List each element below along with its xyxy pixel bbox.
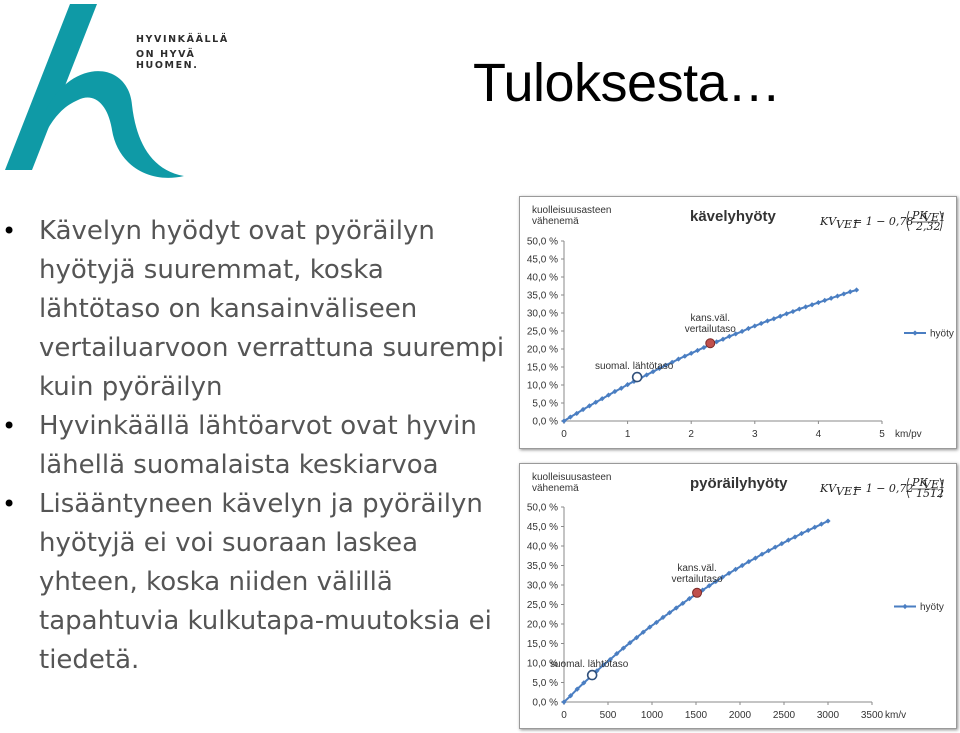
series-line (564, 521, 828, 702)
data-point (790, 309, 795, 314)
data-point (822, 298, 827, 303)
formula-rhs: = 1 − 0,72 (853, 482, 914, 495)
legend-label: hyöty (930, 328, 954, 340)
reference-marker-label: vertailutaso (671, 573, 723, 585)
formula-lhs: KV (820, 482, 837, 495)
formula-rhs: = 1 − 0,78 (853, 215, 914, 228)
data-point (771, 316, 776, 321)
y-tick-label: 5,0 % (532, 678, 558, 689)
reference-marker-label: kans.väl. (677, 562, 717, 574)
x-axis-label: km/pv (895, 429, 922, 440)
y-tick-label: 35,0 % (526, 290, 558, 302)
reference-marker (706, 339, 715, 348)
x-tick-label: 3000 (816, 710, 840, 721)
data-point (797, 306, 802, 311)
reference-marker-label: kans.väl. (690, 313, 731, 325)
x-tick-label: 500 (599, 710, 617, 721)
y-tick-label: 50,0 % (526, 236, 558, 248)
data-point (835, 293, 840, 298)
logo-text-line2: ON HYVÄ HUOMEN. (136, 49, 199, 71)
y-axis-label: kuolleisuusasteen (532, 205, 612, 216)
formula-lhs-subscript: VE1 (836, 485, 859, 498)
x-tick-label: 1500 (684, 710, 708, 721)
x-tick-label: 0 (561, 429, 567, 440)
x-axis-label: km/v (885, 710, 907, 721)
formula-numerator-subscript: VE1 (923, 478, 946, 491)
y-tick-label: 25,0 % (526, 326, 558, 338)
data-point (765, 318, 770, 323)
legend-label: hyöty (920, 602, 944, 613)
city-logo (0, 0, 260, 190)
series-line (564, 290, 857, 421)
formula-lhs-subscript: VE1 (836, 218, 859, 231)
y-axis-label: vähenemä (532, 483, 579, 494)
formula-annotation (819, 209, 946, 233)
y-tick-label: 20,0 % (526, 619, 558, 631)
bullet-item: • Hyvinkäällä lähtöarvot ovat hyvin lähellä suomalaista keskiarvoa (0, 407, 510, 485)
chart-title: pyöräilyhyöty (690, 475, 788, 492)
formula-numerator: PK (912, 209, 928, 222)
y-tick-label: 25,0 % (526, 600, 558, 611)
y-tick-label: 30,0 % (526, 580, 558, 592)
cycling-benefit-chart-svg (520, 464, 956, 728)
y-tick-label: 0,0 % (532, 697, 558, 709)
x-tick-label: 2 (688, 429, 694, 440)
x-tick-label: 4 (815, 429, 822, 440)
y-tick-label: 30,0 % (526, 308, 558, 320)
slide-title: Tuloksesta… (473, 53, 781, 113)
x-tick-label: 0 (561, 710, 567, 721)
formula-lhs: KV (820, 215, 837, 228)
formula-denominator: 2,32 (916, 220, 941, 233)
formula-numerator-subscript: VE1 (923, 211, 946, 224)
reference-marker (693, 588, 702, 597)
hyvinkaa-h-logo-icon (0, 0, 260, 190)
walking-benefit-chart-svg (520, 197, 956, 448)
formula-annotation (819, 476, 946, 500)
data-point (809, 302, 814, 307)
cycling-benefit-chart (519, 463, 957, 729)
x-tick-label: 3 (752, 429, 758, 440)
y-tick-label: 40,0 % (526, 272, 558, 284)
bullet-item: • Lisääntyneen kävelyn ja pyöräilyn hyötyjä ei voi suoraan laskea yhteen, koska niiden välillä tapahtuvia kulkutapa-muutoksia ei tiedetä. (0, 485, 510, 680)
y-tick-label: 40,0 % (526, 541, 558, 553)
baseline-marker-label: suomal. lähtötaso (594, 361, 674, 373)
x-tick-label: 3500 (860, 710, 884, 721)
baseline-marker (633, 373, 642, 382)
y-tick-label: 45,0 % (526, 254, 558, 266)
data-point (854, 287, 859, 292)
y-tick-label: 0,0 % (532, 416, 558, 428)
x-tick-label: 2000 (728, 710, 752, 721)
legend-swatch-marker (912, 330, 917, 335)
formula-numerator: PK (912, 476, 928, 489)
baseline-marker-label: suomal. lähtötaso (549, 659, 629, 671)
y-tick-label: 10,0 % (526, 658, 558, 670)
data-point (803, 304, 808, 309)
chart-title: kävelyhyöty (690, 208, 776, 225)
y-tick-label: 15,0 % (526, 362, 558, 374)
bullet-list (0, 212, 510, 680)
y-tick-label: 5,0 % (532, 398, 558, 410)
data-point (848, 289, 853, 294)
formula-denominator: 1512 (916, 487, 944, 500)
x-tick-label: 1000 (640, 710, 664, 721)
y-tick-label: 50,0 % (526, 502, 558, 514)
data-point (816, 300, 821, 305)
logo-text-line1: HYVINKÄÄLLÄ (136, 34, 229, 45)
data-point (829, 296, 834, 301)
data-point (841, 291, 846, 296)
x-tick-label: 5 (879, 429, 885, 440)
data-point (784, 311, 789, 316)
x-tick-label: 2500 (772, 710, 796, 721)
baseline-marker (588, 671, 597, 680)
y-tick-label: 15,0 % (526, 639, 558, 650)
y-axis-label: kuolleisuusasteen (532, 472, 612, 483)
bullet-item: • Kävelyn hyödyt ovat pyöräilyn hyötyjä suuremmat, koska lähtötaso on kansainväliseen vertailuarvoon verrattuna suurempi kuin pyöräilyn (0, 212, 510, 407)
y-tick-label: 10,0 % (526, 380, 558, 392)
y-tick-label: 20,0 % (526, 344, 558, 356)
y-tick-label: 45,0 % (526, 522, 558, 533)
y-tick-label: 35,0 % (526, 561, 558, 572)
legend-swatch-marker (902, 604, 907, 609)
walking-benefit-chart (519, 196, 957, 449)
reference-marker-label: vertailutaso (684, 324, 736, 336)
x-tick-label: 1 (624, 429, 631, 440)
y-axis-label: vähenemä (532, 216, 579, 227)
